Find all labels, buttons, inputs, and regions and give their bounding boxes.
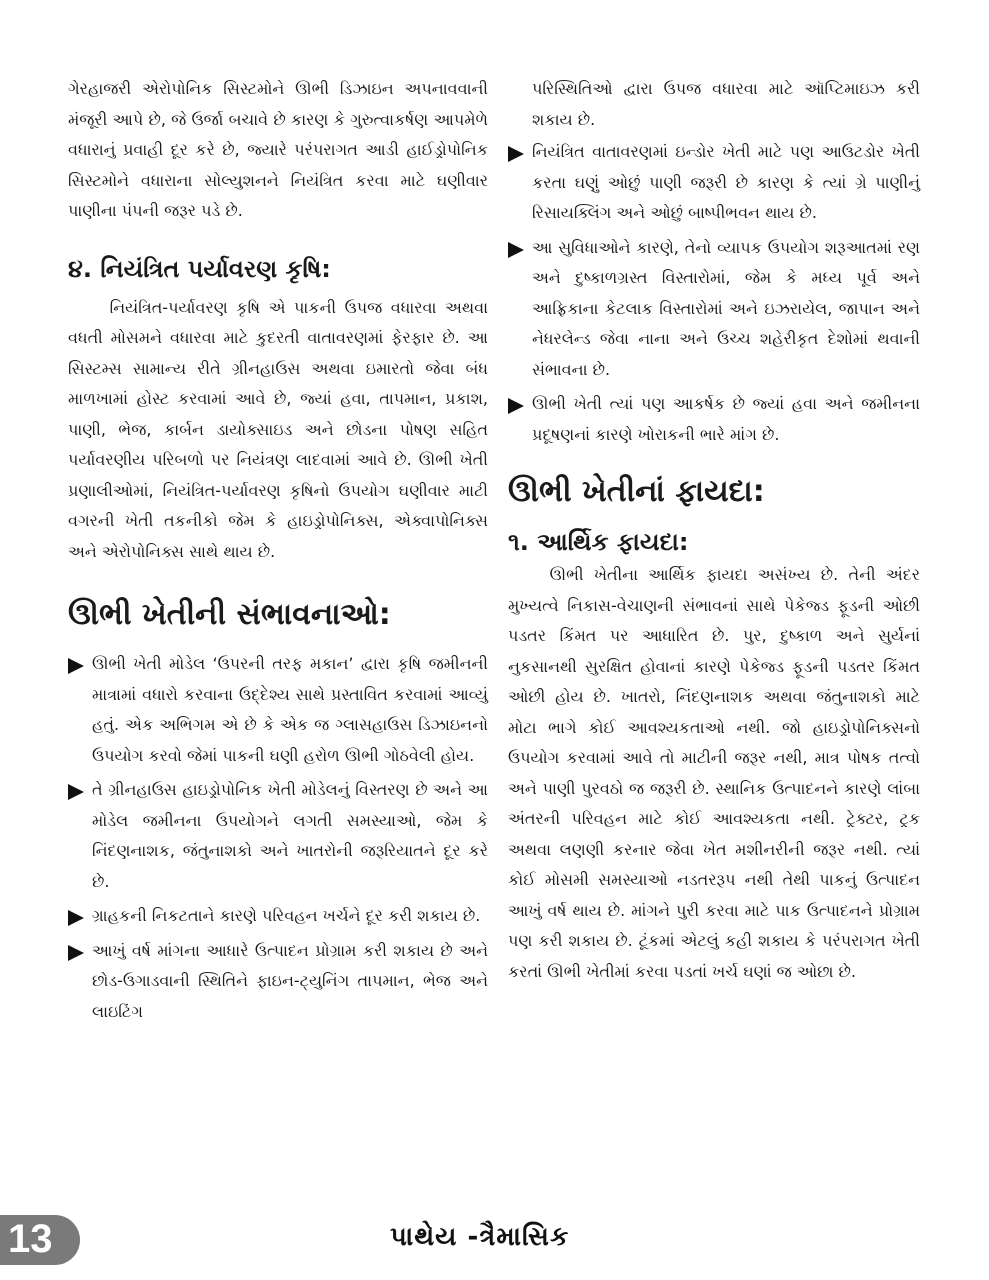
heading-vertical-farming-benefits: ઊભી ખેતીનાં ફાયદા: — [508, 474, 765, 509]
triangle-bullet-icon — [508, 398, 524, 414]
list-item: નિયંત્રિત વાતાવરણમાં ઇન્ડોર ખેતી માટે પણ આઉટડોર ખેતી કરતા ઘણું ઓછું પાણી જરૂરી છે કારણ કે ત્યાં ગ્રે પાણીનું રિસાયક્લિંગ અને ઓછું બાષ્પીભવન થાય છે. — [508, 137, 920, 229]
list-item: આ સુવિધાઓને કારણે, તેનો વ્યાપક ઉપયોગ શરૂઆતમાં રણ અને દુષ્કાળગ્રસ્ત વિસ્તારોમાં, જેમ કે મધ્ય પૂર્વ અને આફ્રિકાના કેટલાક વિસ્તારોમાં અને ઇઝરાયેલ, જાપાન અને નેધરલેન્ડ જેવા નાના અને ઉચ્ચ શહેરીકૃત દેશોમાં થવાની સંભાવના છે. — [508, 233, 920, 386]
heading-controlled-environment-agriculture: ૪. નિયંત્રિત પર્યાવરણ કૃષિ: — [68, 254, 331, 283]
triangle-bullet-icon — [68, 658, 84, 674]
list-item: આખું વર્ષ માંગના આધારે ઉત્પાદન પ્રોગ્રામ કરી શકાય છે અને છોડ-ઉગાડવાની સ્થિતિને ફાઇન-ટ્યુનિંગ તાપમાન, ભેજ અને લાઇટિંગ — [68, 936, 488, 1028]
triangle-bullet-icon — [508, 242, 524, 258]
right-column — [508, 74, 920, 987]
triangle-bullet-icon — [68, 945, 84, 961]
triangle-bullet-icon — [68, 910, 84, 926]
heading-economic-benefits: ૧. આર્થિક ફાયદા: — [508, 528, 689, 556]
page-number-badge — [0, 1215, 80, 1265]
heading-vertical-farming-possibilities: ઊભી ખેતીની સંભાવનાઓ: — [68, 597, 391, 632]
left-column — [68, 74, 488, 1031]
paragraph-aeroponic-continuation: ગેરહાજરી એરોપોનિક સિસ્ટમોને ઊભી ડિઝાઇન અપનાવવાની મંજૂરી આપે છે, જે ઉર્જા બચાવે છે કારણ કે ગુરુત્વાકર્ષણ આપમેળે વધારાનું પ્રવાહી દૂર કરે છે, જ્યારે પરંપરાગત આડી હાઈડ્રોપોનિક સિસ્ટમોને વધારાના સોલ્યુશનને નિયંત્રિત કરવા માટે ઘણીવાર પાણીના પંપની જરૂર પડે છે. — [68, 79, 488, 220]
footer-magazine-title: પાથેય -ત્રૈમાસિક — [390, 1222, 570, 1252]
list-item: ઊભી ખેતી ત્યાં પણ આકર્ષક છે જ્યાં હવા અને જમીનના પ્રદૂષણનાં કારણે ખોરાકની ભારે માંગ છે. — [508, 389, 920, 450]
paragraph-controlled-environment: નિયંત્રિત-પર્યાવરણ કૃષિ એ પાકની ઉપજ વધારવા અથવા વધતી મોસમને વધારવા માટે કુદરતી વાતાવરણમાં ફેરફાર છે. આ સિસ્ટમ્સ સામાન્ય રીતે ગ્રીનહાઉસ અથવા ઇમારતો જેવા બંધ માળખામાં હોસ્ટ કરવામાં આવે છે, જ્યાં હવા, તાપમાન, પ્રકાશ, પાણી, ભેજ, કાર્બન ડાયોક્સાઇડ અને છોડના પોષણ સહિત પર્યાવરણીય પરિબળો પર નિયંત્રણ લાદવામાં આવે છે. ઊભી ખેતી પ્રણાલીઓમાં, નિયંત્રિત-પર્યાવરણ કૃષિનો ઉપયોગ ઘણીવાર માટી વગરની ખેતી તકનીકો જેમ કે હાઇડ્રોપોનિક્સ, એક્વાપોનિક્સ અને એરોપોનિક્સ સાથે થાય છે. — [68, 297, 488, 561]
benefits-conditions-list — [508, 137, 920, 450]
paragraph-economic-benefits: ઊભી ખેતીના આર્થિક ફાયદા અસંખ્ય છે. તેની અંદર મુખ્યત્વે નિકાસ-વેચાણની સંભાવનાં સાથે પેકેજ્ડ ફૂડની ઓછી પડતર કિંમત પર આધારિત છે. પુર, દુષ્કાળ અને સુર્યનાં નુકસાનથી સુરક્ષિત હોવાનાં કારણે પેકેજ્ડ ફૂડની પડતર કિંમત ઓછી હોય છે. ખાતરો, નિંદણનાશક અથવા જંતુનાશકો માટે મોટા ભાગે કોઈ આવશ્યકતાઓ નથી. જો હાઇડ્રોપોનિક્સનો ઉપયોગ કરવામાં આવે તો માટીની જરૂર નથી, માત્ર પોષક તત્વો અને પાણી પુરવઠો જ જરૂરી છે. સ્થાનિક ઉત્પાદનને કારણે લાંબા અંતરની પરિવહન માટે કોઈ આવશ્યકતા નથી. ટ્રેક્ટર, ટ્રક અથવા લણણી કરનાર જેવા ખેત મશીનરીની જરૂર નથી. ત્યાં કોઈ મોસમી સમસ્યાઓ નડતરરૂપ નથી તેથી પાકનું ઉત્પાદન આખું વર્ષ થાય છે. માંગને પુરી કરવા માટે પાક ઉત્પાદનને પ્રોગ્રામ પણ કરી શકાય છે. ટૂંકમાં એટલું કહી શકાય કે પરંપરાગત ખેતી કરતાં ઊભી ખેતીમાં કરવા પડતાં ખર્ચ ઘણાં જ ઓછા છે. — [508, 565, 920, 981]
possibilities-list — [68, 649, 488, 1027]
page-number: 13 — [8, 1217, 53, 1261]
triangle-bullet-icon — [508, 146, 524, 162]
list-item: ગ્રાહકની નિકટતાને કારણે પરિવહન ખર્ચને દૂર કરી શકાય છે. — [68, 901, 488, 932]
list-item: તે ગ્રીનહાઉસ હાઇડ્રોપોનિક ખેતી મોડેલનું વિસ્તરણ છે અને આ મોડેલ જમીનના ઉપયોગને લગતી સમસ્યાઓ, જેમ કે નિંદણનાશક, જંતુનાશકો અને ખાતરોની જરૂરિયાતને દૂર કરે છે. — [68, 775, 488, 897]
triangle-bullet-icon — [68, 784, 84, 800]
list-item: ઊભી ખેતી મોડેલ ‘ઉપરની તરફ મકાન’ દ્વારા કૃષિ જમીનની માત્રામાં વધારો કરવાના ઉદ્દેશ્ય સાથે પ્રસ્તાવિત કરવામાં આવ્યું હતું. એક અભિગમ એ છે કે એક જ ગ્લાસહાઉસ ડિઝાઇનનો ઉપયોગ કરવો જેમાં પાકની ઘણી હરોળ ઊભી ગોઠવેલી હોય. — [68, 649, 488, 771]
paragraph-bullet-continuation: પરિસ્થિતિઓ દ્વારા ઉપજ વધારવા માટે ઑપ્ટિમાઇઝ કરી શકાય છે. — [532, 79, 920, 129]
